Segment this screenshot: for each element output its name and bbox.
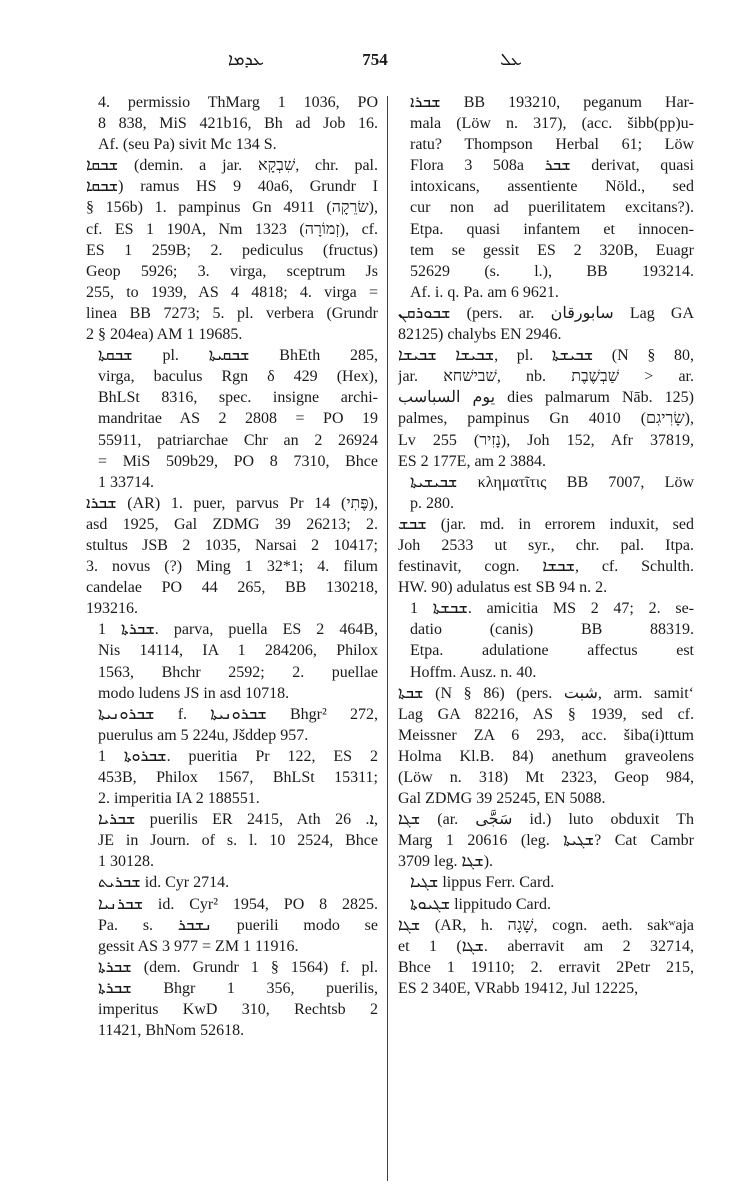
entry-line: Nis 14114, IA 1 284206, Philox [98,642,378,660]
entry-line: Gal ZDMG 39 25245, EN 5088. [398,790,606,808]
entry-line: Hoffm. Ausz. n. 40. [410,663,537,681]
dictionary-entry [86,746,378,809]
entry-line: ܫܒܩܐ (demin. a jar. שִׁבְקָא, chr. pal. [86,157,378,175]
entry-line: puerulus am 5 224u, Jšddep 957. [98,726,309,744]
entry-line: 2 § 204ea) AM 1 19685. [86,326,243,344]
entry-line: Holma Kl.B. 84) anethum graveolens [398,747,694,765]
column-divider [387,96,388,1181]
entry-line: p. 280. [410,494,454,512]
entry-line: 1 33714. [98,473,154,491]
entry-line: tem se gessit ES 2 320B, Euagr [410,241,694,259]
entry-line: asd 1925, Gal ZDMG 39 26213; 2. [86,515,378,533]
entry-line: يوم السباسب dies palmarum Nāb. 125) [398,389,694,407]
dictionary-entry [398,894,694,915]
entry-line: modo ludens JS in asd 10718. [98,684,290,702]
entry-line: stultus JSB 2 1035, Narsai 2 10417; [86,536,378,554]
entry-line: ܫܒܩܬܐ pl. ܫܒܩܝܬܐ BhEth 285, [98,347,378,365]
entry-line: jar. שׁבישׁחא, nb. שַׁבְשֶׁבֶת > ar. [398,368,694,386]
entry-line: ܫܒܪܝܐ puerilis ER 2415, Ath ܐ. 26, [98,811,378,829]
running-head-left: ܥܕܡܐ [228,50,264,70]
entry-line: ܫܒܪܐ (AR) 1. puer, parvus Pr 14 (פֶּתִי), [86,494,378,512]
entry-line: 82125) chalybs EN 2946. [398,326,562,344]
entry-line: Lv 255 (נָזִיר), Joh 152, Afr 37819, [398,431,694,449]
dictionary-entry [398,345,694,472]
entry-line: ܫܒܪܢܝܐ id. Cyr² 1954, PO 8 2825. [98,895,378,913]
entry-line: Pa. s. ܢܫܒܪ puerili modo se [98,916,378,934]
entry-line: ܫܒܝܫܐ ܫܒܝܫܐ, pl. ܫܒܝܫܬܐ (N § 80, [398,347,694,365]
entry-line: festinavit, cogn. ܫܒܫܐ, cf. Schulth. [398,558,694,576]
entry-line: palmes, pampinus Gn 4010 (שָׂרִיגִם), [398,410,694,428]
entry-line: HW. 90) adulatus est SB 94 n. 2. [398,579,608,597]
entry-line: 55911, patriarchae Chr an 2 26924 [98,431,378,449]
entry-line: ES 1 259B; 2. pediculus (fructus) [86,241,378,259]
entry-line: ܫܒܪܬܐ (dem. Grundr 1 § 1564) f. pl. [98,958,378,976]
entry-line: ܫܒܝܫܝܬܐ κληματῖτις BB 7007, Löw [410,473,694,491]
entry-line: intoxicans, assentiente Nöld., sed [410,178,694,196]
entry-line: ܫܒܪܘܬܐ 1. pueritia Pr 122, ES 2 [98,747,378,765]
entry-line: ܫܓܝܐ lippus Ferr. Card. [410,874,555,892]
entry-line: Af. (seu Pa) sivit Mc 134 S. [98,136,277,154]
entry-line: ES 2 340E, VRabb 19412, Jul 12225, [398,979,639,997]
entry-line: 8 838, MiS 421b16, Bh ad Job 16. [98,115,378,133]
entry-line: cf. ES 1 190A, Nm 1323 (זְמוֹרָה), cf. [86,220,378,238]
entry-line: 255, to 1939, AS 4 4818; 4. virga = [86,283,378,301]
entry-line: Etpa. quasi infantem et innocen- [410,220,694,238]
right-column [398,92,694,1190]
dictionary-entry [86,345,378,493]
entry-line: ܫܒܬܐ (N § 86) (pers. شبت, arm. samit‘ [398,684,694,702]
entry-line: JE in Journ. of s. l. 10 2524, Bhce [98,832,378,850]
dictionary-entry [86,872,378,893]
entry-line: Marg 1 20616 (leg. ܫܓܝܬܐ? Cat Cambr [398,832,694,850]
entry-line: ܫܓܝܘܬܐ lippitudo Card. [410,895,551,913]
dictionary-entry [398,303,694,345]
entry-line: ܫܒܘܪܩܢ (pers. ar. سابورقان Lag GA [398,304,694,322]
entry-line: 2. imperitia IA 2 188551. [98,790,260,808]
entry-line: 3. novus (?) Ming 1 32*1; 4. filum [86,558,378,576]
entry-line: Bhce 1 19110; 2. erravit 2Petr 215, [398,958,694,976]
dictionary-entry [86,704,378,746]
dictionary-entry [86,155,378,345]
entry-line: 193216. [86,600,138,618]
entry-line: ܫܒܪܐ BB 193210, peganum Har- [410,94,694,111]
entry-line: 11421, BhNom 52618. [98,1022,245,1040]
entry-line: Lag GA 82216, AS § 1939, sed cf. [398,705,694,723]
dictionary-entry [398,472,694,514]
entry-line: mala (Löw n. 317), (acc. šibb(pp)u- [410,115,694,133]
entry-line: ܫܒܫ (jar. md. in errorem induxit, sed [398,515,694,533]
page-number: 754 [362,50,388,69]
entry-line: ratu? Thompson Herbal 61; Löw [410,136,694,154]
entry-line: Geop 5926; 3. virga, sceptrum Js [86,262,378,280]
entry-line: imperitus KwD 310, Rechtsb 2 [98,1001,378,1019]
dictionary-entry [398,514,694,598]
entry-line: 4. permissio ThMarg 1 1036, PO [98,94,378,111]
entry-line: mandritae AS 2 2808 = PO 19 [98,410,378,428]
dictionary-entry [398,683,694,810]
dictionary-entry [86,92,378,155]
entry-line: 3709 leg. ܫܓܐ). [398,853,494,871]
entry-line: ܫܓܐ (ar. سَجَّى id.) luto obduxit Th [398,811,694,829]
entry-line: ܫܓܐ (AR, h. שָׁגָה, cogn. aeth. sakʷaja [398,916,694,934]
entry-line: ܫܒܪܝܬ id. Cyr 2714. [98,874,230,892]
entry-line: ES 2 177E, am 2 3884. [398,452,546,470]
entry-line: Af. i. q. Pa. am 6 9621. [410,283,559,301]
entry-line: candelae PO 44 265, BB 130218, [86,579,378,597]
entry-line: virga, baculus Rgn δ 429 (Hex), [98,368,378,386]
entry-line: et ܫܓܐ) 1. aberravit am 2 32714, [398,937,694,955]
entry-line: 52629 (s. l.), BB 193214. [410,262,694,280]
entry-line: § 156b) 1. pampinus Gn 4911 (שׂרֵקָה), [86,199,378,217]
dictionary-entry [398,915,694,999]
dictionary-entry [398,92,694,303]
entry-line: = MiS 509b29, PO 8 7310, Bhce [98,452,378,470]
entry-line: 1 30128. [98,853,154,871]
entry-line: 1563, Bhchr 2592; 2. puellae [98,663,378,681]
left-column [86,92,378,1190]
entry-line: BhLSt 8316, spec. insigne archi- [98,389,378,407]
entry-line: datio (canis) BB 88319. [410,621,694,639]
entry-line: cur non ad puerilitatem excitans?). [410,199,694,217]
entry-line: gessit AS 3 977 = ZM 1 11916. [98,937,299,955]
entry-line: ܫܒܩܐ) ramus HS 9 40a6, Grundr I [86,178,378,196]
entry-line: ܫܒܫܬܐ 1. amicitia MS 2 47; 2. se- [410,600,694,618]
dictionary-entry [86,493,378,620]
entry-line: (Löw n. 318) Mt 2323, Geop 984, [398,769,694,786]
dictionary-entry [86,809,378,872]
dictionary-entry [86,619,378,703]
entry-line: ܫܒܪܬܐ Bhgr 1 356, puerilis, [98,979,378,997]
dictionary-entry [398,598,694,682]
dictionary-entry [86,894,378,957]
entry-line: ܫܒܪܘܢܝܬܐ f. ܫܒܪܘܢܝܬܐ Bhgr² 272, [98,705,378,723]
entry-line: Meissner ZA 6 293, acc. šiba(i)ttum [398,726,694,744]
dictionary-entry [398,809,694,872]
entry-line: Joh 2533 ut syr., chr. pal. Itpa. [398,536,694,554]
entry-line: ܫܒܪܬܐ 1. parva, puella ES 2 464B, [98,621,378,639]
entry-line: Etpa. adulatione affectus est [410,642,694,660]
entry-line: linea BB 7273; 5. pl. verbera (Grundr [86,304,378,322]
dictionary-entry [86,957,378,1041]
dictionary-entry [398,872,694,893]
entry-line: Flora 3 508a ܫܒܪ derivat, quasi [410,157,694,175]
running-head-right: ܥܠ [500,50,522,70]
entry-line: 453B, Philox 1567, BhLSt 15311; [98,769,378,786]
